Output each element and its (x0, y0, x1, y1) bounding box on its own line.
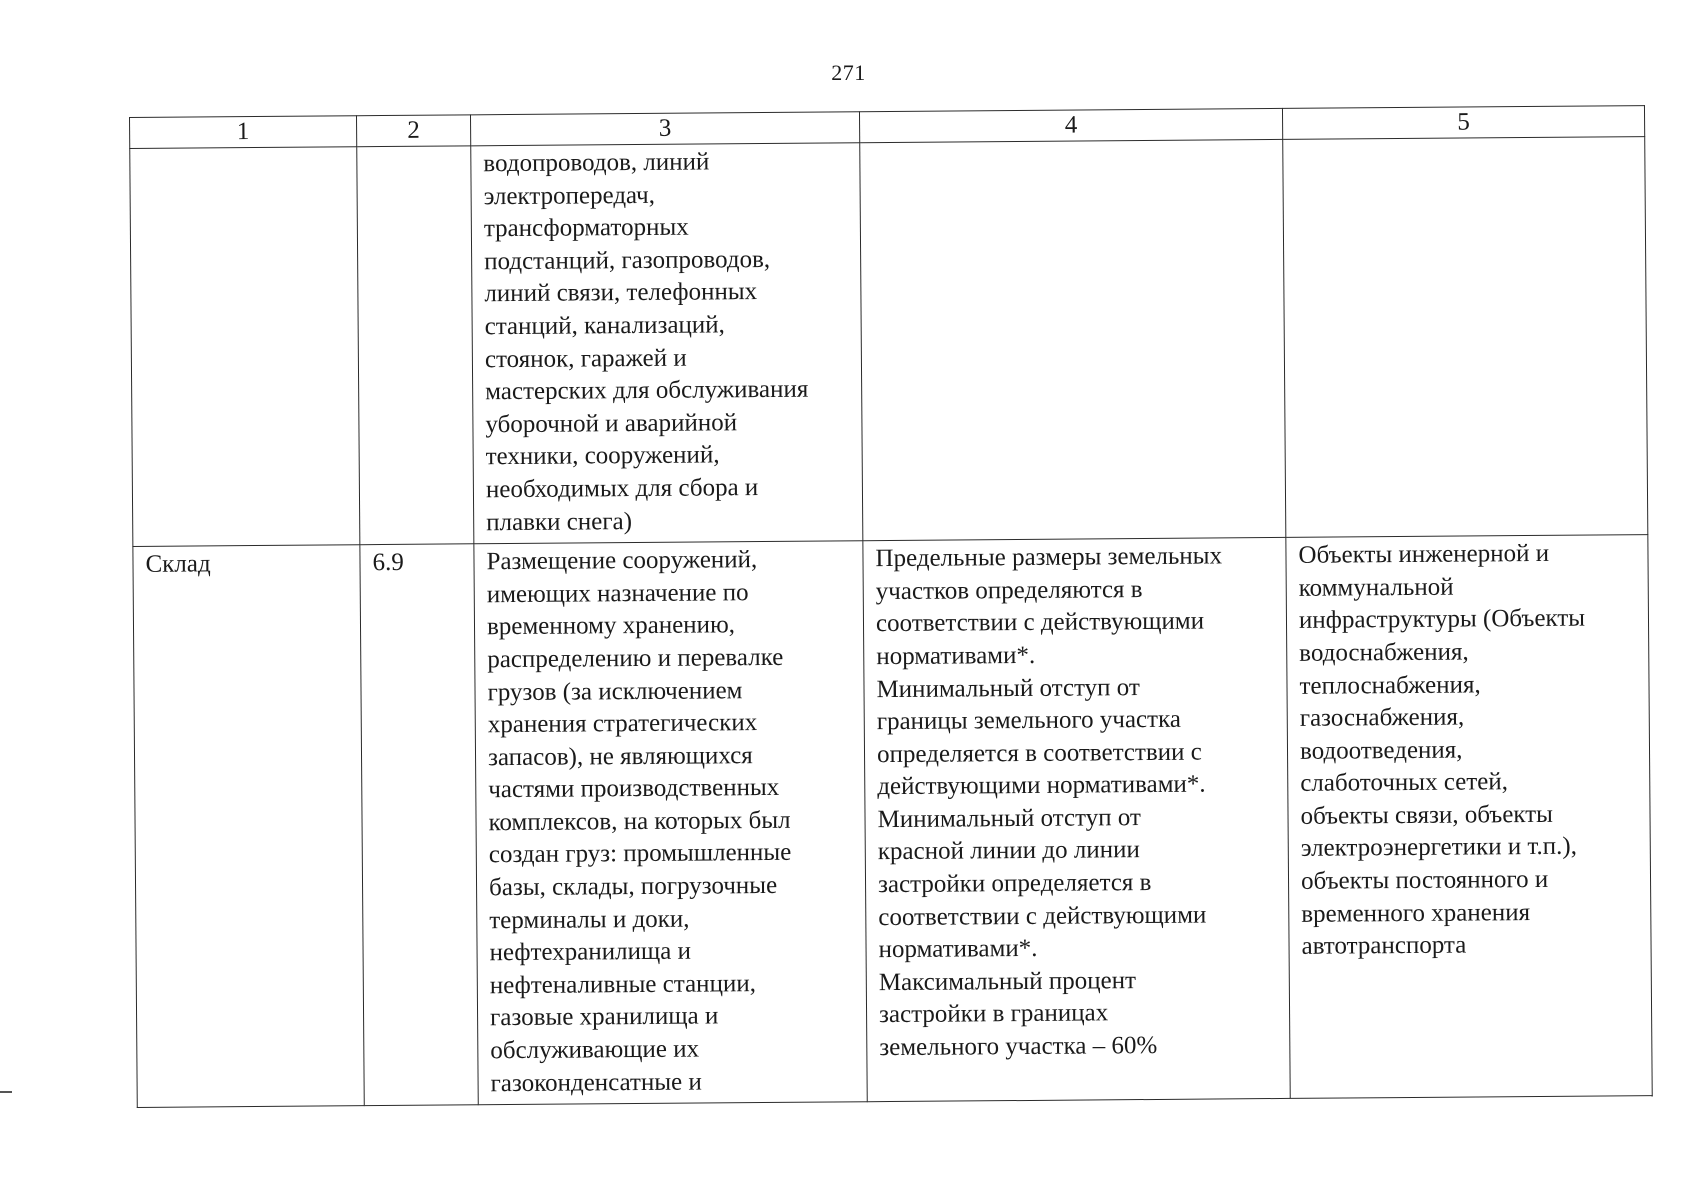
zoning-table-container (129, 105, 1652, 1108)
text-line: обслуживающие их (490, 1035, 700, 1065)
text-line: комплексов, на которых был (488, 806, 791, 837)
text-line: теплоснабжения, (1299, 670, 1481, 700)
cell-text (130, 147, 356, 155)
text-line: объекты связи, объекты (1300, 800, 1554, 830)
text-line: красной линии до линии (877, 836, 1140, 866)
text-line: автотранспорта (1301, 931, 1467, 961)
cell-continued-col1 (130, 147, 360, 547)
text-line: необходимых для сбора и (485, 474, 759, 504)
text-line: имеющих назначение по (486, 578, 749, 608)
text-line: Минимальный отступ от (876, 673, 1140, 703)
text-line: объекты постоянного и (1300, 865, 1549, 895)
text-line: грузов (за исключением (487, 676, 743, 706)
page-number: 271 (831, 60, 866, 85)
text-line: действующими нормативами*. (877, 770, 1206, 801)
text-line: водоотведения, (1299, 736, 1463, 765)
text-line: подстанций, газопроводов, (484, 245, 771, 275)
text-line: создан груз: промышленные (488, 839, 792, 869)
text-line: слаботочных сетей, (1300, 768, 1509, 798)
text-line: Минимальный отступ от (877, 803, 1141, 834)
cell-continued-col3 (471, 143, 863, 544)
text-line: электроэнергетики и т.п.), (1300, 833, 1578, 863)
cell-sklad-code (360, 544, 478, 1106)
text-line: нефтехранилища и (489, 937, 692, 967)
text-line: земельного участка – 60% (879, 1031, 1158, 1062)
column-header-4: 4 (859, 108, 1282, 142)
text-line: плавки снега) (486, 507, 633, 536)
text-line: газоконденсатные и (490, 1068, 702, 1097)
text-line: Максимальный процент (878, 966, 1137, 996)
text-line: соответствии с действующими (878, 901, 1207, 931)
text-line: участков определяются в (875, 575, 1143, 605)
cell-lines (860, 140, 1282, 149)
cell-lines (1286, 535, 1650, 968)
text-line: застройки определяется в (877, 869, 1152, 899)
land-use-name: Склад (145, 550, 211, 579)
text-line: хранения стратегических (487, 709, 758, 739)
text-line: газоснабжения, (1299, 703, 1465, 732)
table-row-sklad (133, 535, 1652, 1108)
text-line: застройки в границах (878, 999, 1109, 1029)
text-line: уборочной и аварийной (485, 408, 738, 438)
column-header-1: 1 (130, 116, 357, 149)
column-header-3: 3 (470, 112, 859, 146)
text-line: нефтеналивные станции, (489, 969, 757, 1000)
text-line: временного хранения (1301, 898, 1531, 928)
text-line: временному хранению, (486, 611, 736, 641)
cell-sklad-name (133, 545, 364, 1108)
cell-continued-col5 (1283, 137, 1648, 538)
cell-lines (1283, 137, 1644, 146)
text-line: соответствии с действующими (875, 607, 1205, 638)
text-line: электропередач, (483, 181, 656, 210)
text-line: линий связи, телефонных (484, 278, 758, 308)
text-line: газовые хранилища и (489, 1002, 719, 1032)
table-row-continued (130, 137, 1648, 547)
zoning-regulations-table (129, 105, 1653, 1108)
cell-continued-col4 (860, 139, 1286, 540)
text-line: Объекты инженерной и (1298, 539, 1550, 569)
text-line: коммунальной (1298, 573, 1454, 602)
cell-text (357, 146, 470, 153)
column-header-2: 2 (356, 115, 470, 147)
cell-sklad-description (474, 541, 867, 1105)
text-line: запасов), не являющихся (487, 741, 753, 771)
text-line: нормативами*. (878, 935, 1038, 964)
cell-lines (863, 538, 1289, 1069)
text-line: распределению и перевалке (487, 643, 784, 674)
margin-tick-mark (0, 1091, 12, 1093)
text-line: Размещение сооружений, (486, 546, 758, 576)
text-line: водоснабжения, (1299, 638, 1469, 667)
text-line: мастерских для обслуживания (485, 375, 809, 406)
text-line: техники, сооружений, (485, 441, 720, 471)
text-line: частями производственных (488, 774, 780, 804)
cell-sklad-parameters (863, 538, 1290, 1102)
text-line: водопроводов, линий (483, 148, 710, 178)
column-header-5: 5 (1282, 106, 1644, 140)
cell-continued-col2 (357, 146, 474, 545)
text-line: трансформаторных (483, 213, 689, 243)
land-use-code: 6.9 (372, 548, 404, 577)
text-line: Предельные размеры земельных (875, 542, 1223, 573)
cell-lines (471, 143, 862, 543)
cell-sklad-auxiliary-uses (1286, 535, 1652, 1099)
text-line: границы земельного участка (876, 705, 1181, 736)
text-line: нормативами*. (876, 641, 1036, 671)
text-line: инфраструктуры (Объекты (1298, 604, 1586, 635)
cell-lines (474, 541, 866, 1104)
text-line: определяется в соответствии с (876, 738, 1202, 768)
text-line: базы, склады, погрузочные (488, 871, 778, 902)
text-line: терминалы и доки, (489, 905, 690, 934)
text-line: станций, канализаций, (484, 311, 725, 341)
text-line: стоянок, гаражей и (484, 344, 687, 373)
